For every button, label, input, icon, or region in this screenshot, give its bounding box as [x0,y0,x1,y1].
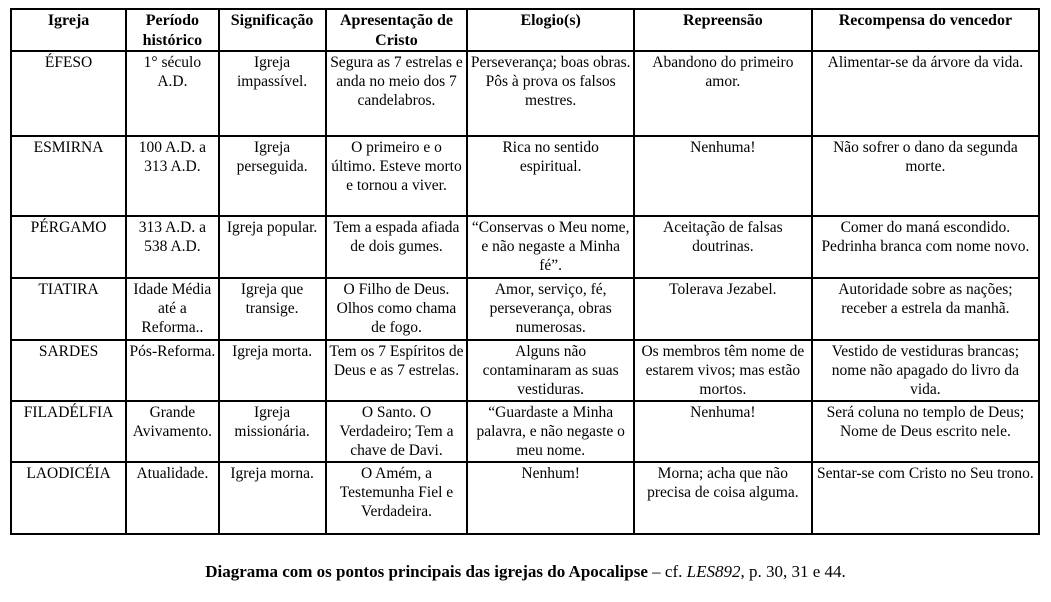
significance-cell: Igreja morna. [219,462,326,534]
table-row-filadelfia [11,401,1039,462]
significance-cell: Igreja perseguida. [219,136,326,216]
rebuke-cell: Abandono do primeiro amor. [634,51,812,136]
praise-cell: Amor, serviço, fé, perseverança, obras numerosas. [467,278,634,340]
christ-presentation-cell: Segura as 7 estrelas e anda no meio dos 7 candelabros. [326,51,468,136]
christ-presentation-cell: O Amém, a Testemunha Fiel e Verdadeira. [326,462,468,534]
rebuke-cell: Os membros têm nome de estarem vivos; mas estão mortos. [634,340,812,401]
praise-cell: Rica no sentido espiritual. [467,136,634,216]
caption-reference: LES892 [686,561,741,581]
christ-presentation-cell: O Santo. O Verdadeiro; Tem a chave de Davi. [326,401,468,462]
praise-cell: Perseverança; boas obras. Pôs à prova os falsos mestres. [467,51,634,136]
significance-cell: Igreja missionária. [219,401,326,462]
table-row-sardes [11,340,1039,401]
period-cell: Pós-Reforma. [126,340,219,401]
rebuke-cell: Nenhuma! [634,401,812,462]
rebuke-cell: Aceitação de falsas doutrinas. [634,216,812,278]
church-name-cell: ÉFESO [11,51,126,136]
praise-cell: Nenhum! [467,462,634,534]
reward-cell: Alimentar-se da árvore da vida. [812,51,1039,136]
church-name-cell: SARDES [11,340,126,401]
praise-cell: Alguns não contaminaram as suas vestiduras. [467,340,634,401]
period-cell: 313 A.D. a 538 A.D. [126,216,219,278]
praise-cell: “Conservas o Meu nome, e não negaste a Minha fé”. [467,216,634,278]
caption-title: Diagrama com os pontos principais das igrejas do Apocalipse [205,561,648,581]
table-row-efeso [11,51,1039,136]
church-name-cell: LAODICÉIA [11,462,126,534]
significance-cell: Igreja que transige. [219,278,326,340]
column-header-recompensa: Recompensa do vencedor [812,9,1039,51]
christ-presentation-cell: Tem os 7 Espíritos de Deus e as 7 estrelas. [326,340,468,401]
reward-cell: Não sofrer o dano da segunda morte. [812,136,1039,216]
caption-separator: – cf. [647,561,687,581]
church-name-cell: TIATIRA [11,278,126,340]
period-cell: Grande Avivamento. [126,401,219,462]
column-header-igreja: Igreja [11,9,126,51]
rebuke-cell: Nenhuma! [634,136,812,216]
period-cell: 1° século A.D. [126,51,219,136]
column-header-repreensao: Repreensão [634,9,812,51]
header-row [11,9,1039,51]
christ-presentation-cell: O primeiro e o último. Esteve morto e tornou a viver. [326,136,468,216]
table-row-pergamo [11,216,1039,278]
period-cell: Idade Média até a Reforma.. [126,278,219,340]
church-name-cell: FILADÉLFIA [11,401,126,462]
rebuke-cell: Morna; acha que não precisa de coisa alguma. [634,462,812,534]
praise-cell: “Guardaste a Minha palavra, e não negaste o meu nome. [467,401,634,462]
churches-table [10,8,1040,535]
period-cell: Atualidade. [126,462,219,534]
rebuke-cell: Tolerava Jezabel. [634,278,812,340]
reward-cell: Vestido de vestiduras brancas; nome não apagado do livro da vida. [812,340,1039,401]
christ-presentation-cell: O Filho de Deus. Olhos como chama de fogo. [326,278,468,340]
caption-pages: , p. 30, 31 e 44. [740,561,846,581]
table-row-esmirna [11,136,1039,216]
table-row-laodiceia [11,462,1039,534]
reward-cell: Autoridade sobre as nações; receber a estrela da manhã. [812,278,1039,340]
column-header-elogios: Elogio(s) [467,9,634,51]
reward-cell: Será coluna no templo de Deus; Nome de Deus escrito nele. [812,401,1039,462]
table-row-tiatira [11,278,1039,340]
period-cell: 100 A.D. a 313 A.D. [126,136,219,216]
column-header-significacao: Significação [219,9,326,51]
church-name-cell: PÉRGAMO [11,216,126,278]
table-caption [0,562,1051,582]
column-header-periodo-historico: Período histórico [126,9,219,51]
reward-cell: Sentar-se com Cristo no Seu trono. [812,462,1039,534]
column-header-apresentacao-de-cristo: Apresentação de Cristo [326,9,468,51]
church-name-cell: ESMIRNA [11,136,126,216]
significance-cell: Igreja impassível. [219,51,326,136]
significance-cell: Igreja popular. [219,216,326,278]
reward-cell: Comer do maná escondido. Pedrinha branca com nome novo. [812,216,1039,278]
christ-presentation-cell: Tem a espada afiada de dois gumes. [326,216,468,278]
significance-cell: Igreja morta. [219,340,326,401]
